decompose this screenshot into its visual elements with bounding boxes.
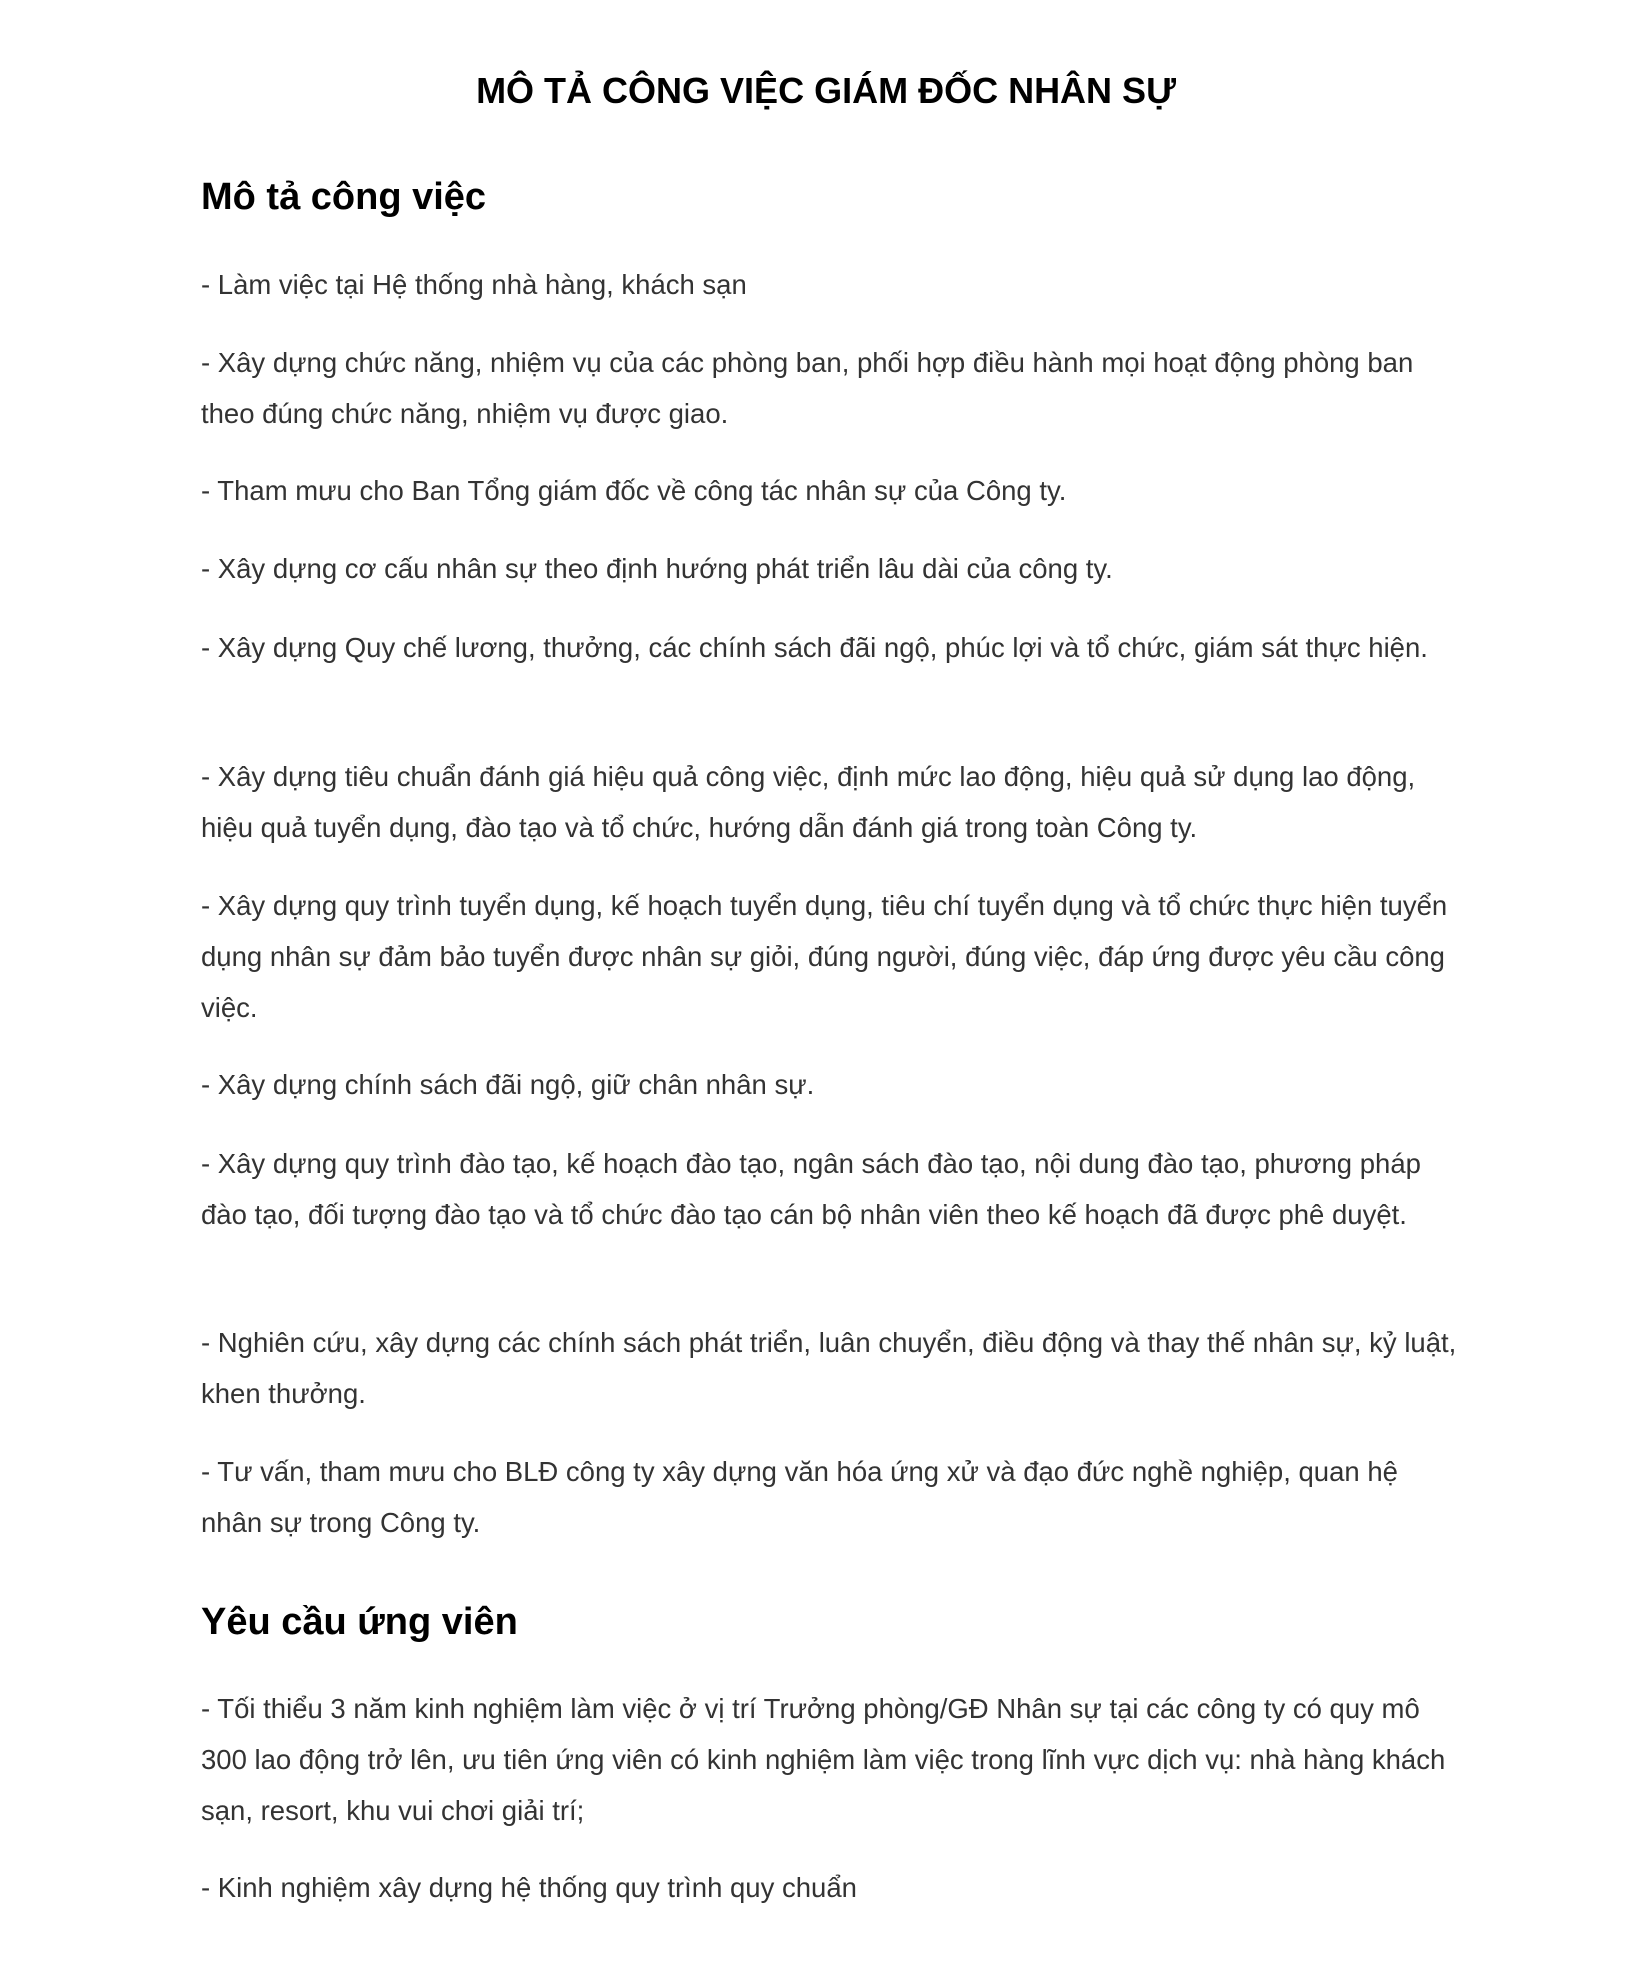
section-heading-job-description: Mô tả công việc — [201, 176, 487, 218]
job-description-item-1: - Làm việc tại Hệ thống nhà hàng, khách sạn — [201, 269, 747, 300]
job-description-item-6: - Xây dựng tiêu chuẩn đánh giá hiệu quả công việc, định mức lao động, hiệu quả sử dụng lao động, hiệu quả tuyển dụng, đào tạo và tổ chức, hướng dẫn đánh giá trong toàn Công ty. — [201, 761, 1416, 843]
job-description-item-8: - Xây dựng chính sách đãi ngộ, giữ chân nhân sự. — [201, 1069, 815, 1100]
job-description-item-3: - Tham mưu cho Ban Tổng giám đốc về công tác nhân sự của Công ty. — [201, 475, 1067, 506]
job-description-item-9: - Xây dựng quy trình đào tạo, kế hoạch đào tạo, ngân sách đào tạo, nội dung đào tạo, phương pháp đào tạo, đối tượng đào tạo và tổ chức đào tạo cán bộ nhân viên theo kế hoạch đã được phê duyệt. — [201, 1148, 1421, 1230]
job-description-item-5: - Xây dựng Quy chế lương, thưởng, các chính sách đãi ngộ, phúc lợi và tổ chức, giám sát thực hiện. — [201, 632, 1428, 663]
document-title: MÔ TẢ CÔNG VIỆC GIÁM ĐỐC NHÂN SỰ — [476, 70, 1176, 111]
job-description-item-4: - Xây dựng cơ cấu nhân sự theo định hướng phát triển lâu dài của công ty. — [201, 553, 1113, 584]
job-description-item-10: - Nghiên cứu, xây dựng các chính sách phát triển, luân chuyển, điều động và thay thế nhân sự, kỷ luật, khen thưởng. — [201, 1327, 1457, 1409]
job-description-item-11: - Tư vấn, tham mưu cho BLĐ công ty xây dựng văn hóa ứng xử và đạo đức nghề nghiệp, quan hệ nhân sự trong Công ty. — [201, 1456, 1398, 1538]
requirement-item-2: - Kinh nghiệm xây dựng hệ thống quy trình quy chuẩn — [201, 1872, 857, 1903]
job-description-item-7: - Xây dựng quy trình tuyển dụng, kế hoạch tuyển dụng, tiêu chí tuyển dụng và tổ chức thực hiện tuyển dụng nhân sự đảm bảo tuyển được nhân sự giỏi, đúng người, đúng việc, đáp ứng được yêu cầu công việc. — [201, 890, 1448, 1023]
job-description-item-2: - Xây dựng chức năng, nhiệm vụ của các phòng ban, phối hợp điều hành mọi hoạt động phòng ban theo đúng chức năng, nhiệm vụ được giao. — [201, 347, 1414, 429]
section-heading-candidate-requirements: Yêu cầu ứng viên — [201, 1601, 518, 1643]
requirement-item-1: - Tối thiểu 3 năm kinh nghiệm làm việc ở vị trí Trưởng phòng/GĐ Nhân sự tại các công ty có quy mô 300 lao động trở lên, ưu tiên ứng viên có kinh nghiệm làm việc trong lĩnh vực dịch vụ: nhà hàng khách sạn, resort, khu vui chơi giải trí; — [201, 1693, 1446, 1826]
